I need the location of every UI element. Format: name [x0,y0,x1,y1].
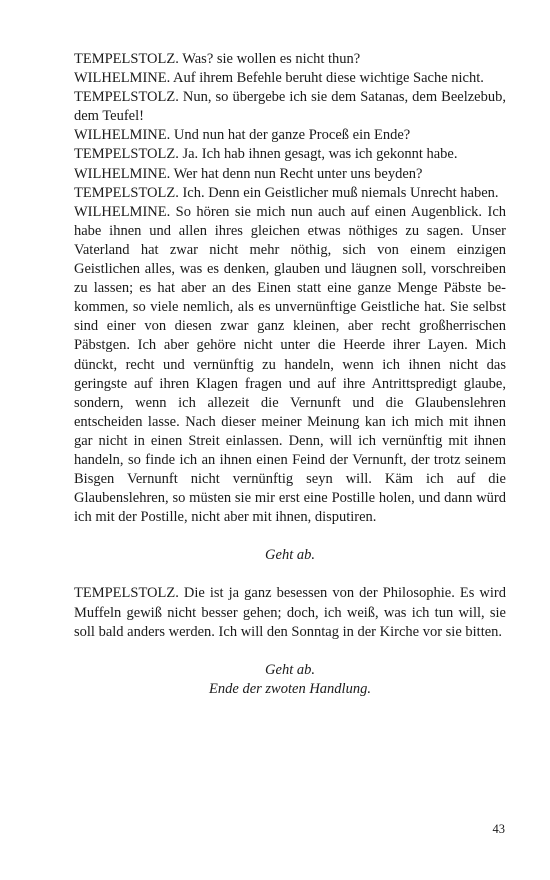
page-body [74,50,506,699]
stage-direction: Geht ab. [265,547,315,564]
dialogue-line: TEMPELSTOLZ. Was? sie wollen es nicht thun? [74,51,361,67]
dialogue-line: WILHELMINE. Und nun hat der ganze Proceß ein Ende? [74,127,411,144]
stage-direction: Geht ab. [265,661,315,678]
act-end: Ende der zwoten Handlung. [209,680,371,697]
dialogue-line: WILHELMINE. Wer hat denn nun Recht unter uns beyden? [74,165,423,182]
dialogue-line: TEMPELSTOLZ. Ja. Ich hab ihnen gesagt, was ich gekonnt habe. [74,146,458,163]
dialogue-line: WILHELMINE. Auf ihrem Befehle beruht diese wichtige Sache nicht. [74,70,484,87]
page-number: 43 [492,822,505,836]
dialogue-line: TEMPELSTOLZ. Die ist ja ganz besessen von der Philosophie. Es wird Muffeln gewiß nicht besser gehen; doch, ich weiß, was ich tun will, sie soll bald anders werden. Ich will den Sonntag in der Kirche vor sie bitten. [74,585,506,640]
dialogue-line: TEMPELSTOLZ. Ich. Denn ein Geistlicher muß niemals Unrecht haben. [74,184,499,201]
dialogue-line: TEMPELSTOLZ. Nun, so übergebe ich sie dem Satanas, dem Beelzebub, dem Teufel! [74,89,506,125]
dialogue-line: WILHELMINE. So hören sie mich nun auch auf einen Augenblick. Ich habe ihnen und allen ihres gleichen etwas nöthiges zu sagen. Unser Vaterland hat zwar nicht mehr nöthig, sich von einem einzigen Geistlichen alles, was es denken, glauben und läugnen soll, vorschreiben zu lassen; es hat aber an des Einen statt eine ganze Menge Päbste bekommen, so viele nemlich, als es unvernünftige Geistliche hat. Sie selbst sind einer von diesen zwar ganz kleinen, aber recht großherrischen Päbstgen. Ich aber gehöre nicht unter die Heerde ihrer Layen. Mich dünckt, recht und vernünftig zu handeln, wenn ich ihnen nicht das geringste auf ihren Klagen fragen und auf ihre Antrittspredigt glaube, sondern, wenn ich allezeit die Vernunft und die Glaubenslehren entscheiden lasse. Nach dieser meiner Meinung kan ich mich mit ihnen gar nicht in einen Streit einlassen. Denn, will ich vernünftig mit ihnen handeln, so finde ich an ihnen einen Feind der Vernunft, der trotz seinem Bisgen Vernunft nicht vernünftig seyn will. Käm ich auf die Glaubenslehren, so müsten sie mir erst eine Postille holen, und dann würd ich mit der Postille, nicht aber mit ihnen, disputiren. [74,203,506,526]
